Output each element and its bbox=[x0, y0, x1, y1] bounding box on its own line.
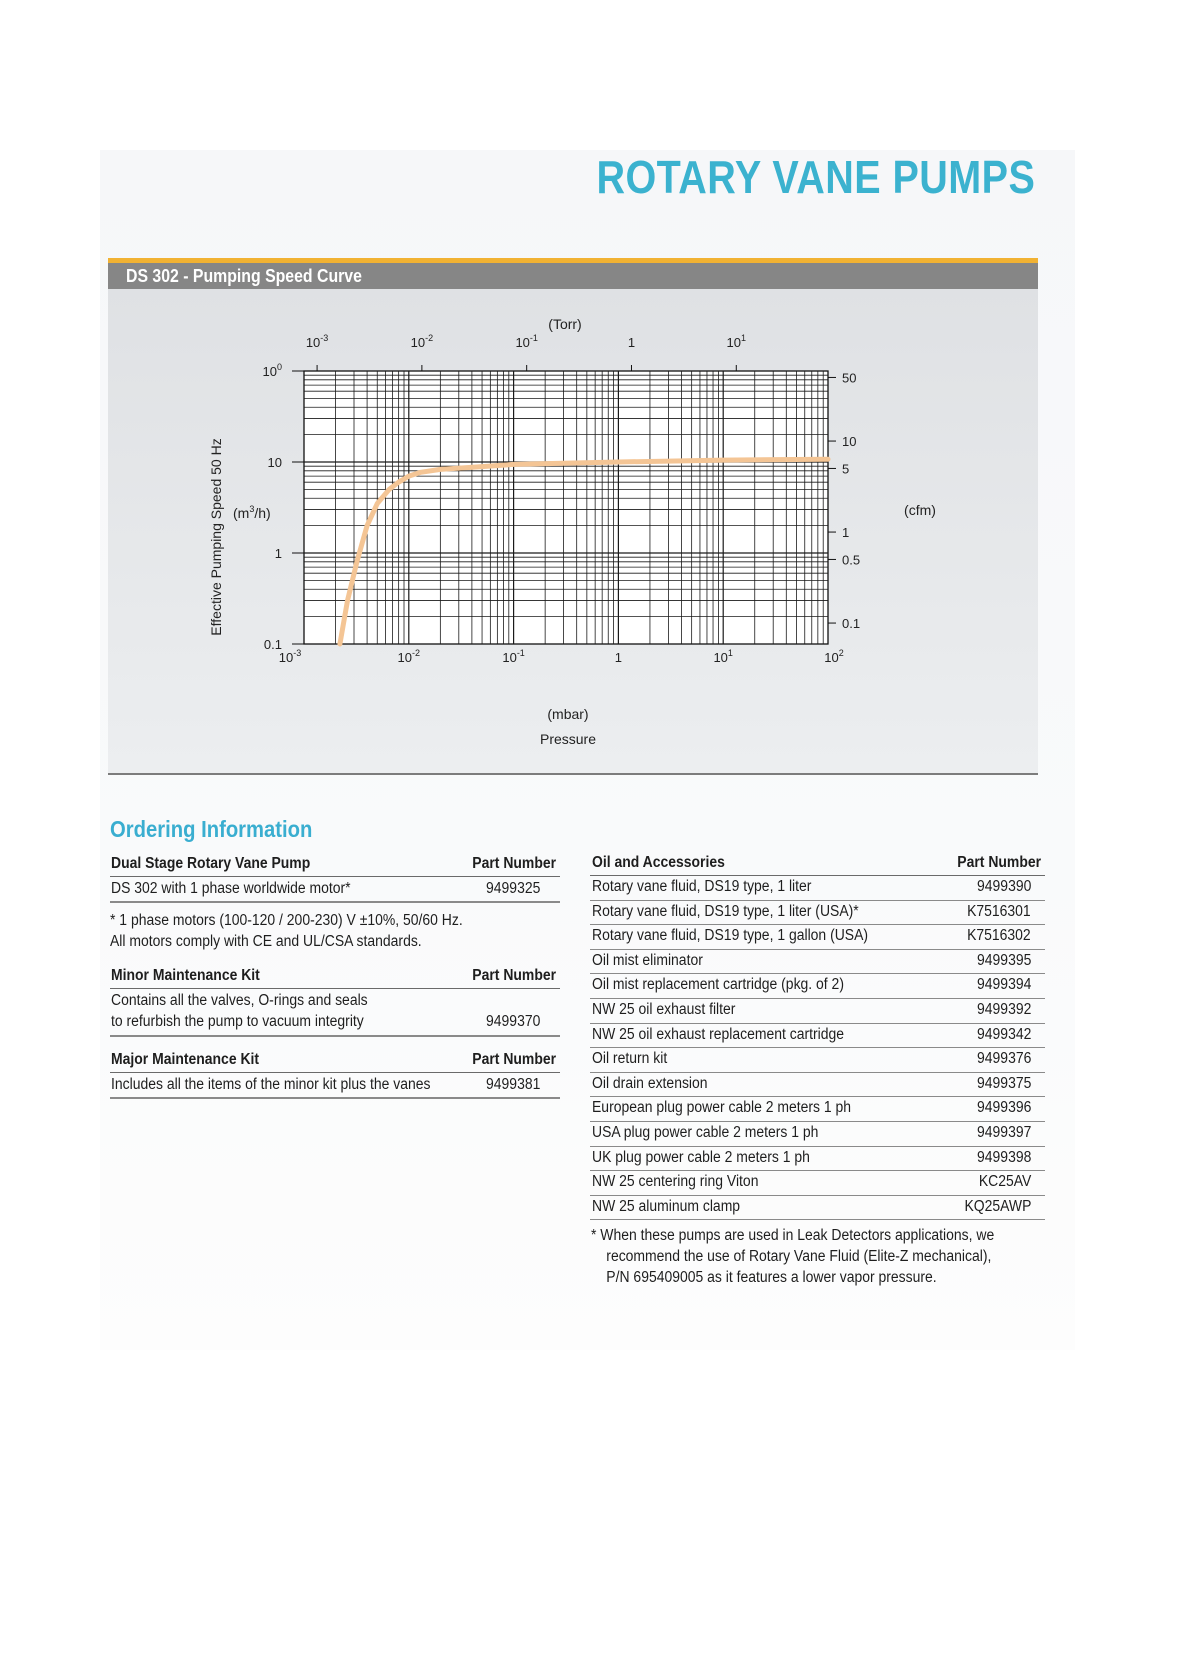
accessories-table-header bbox=[590, 851, 1045, 876]
major-kit-part-number-header: Part Number bbox=[472, 1051, 556, 1068]
table-row bbox=[590, 1122, 1045, 1147]
pump-part-number: 9499325 bbox=[485, 880, 540, 897]
chart-header-bar bbox=[108, 263, 1038, 289]
chart-title: DS 302 - Pumping Speed Curve bbox=[126, 266, 362, 286]
accessory-part-number: 9499342 bbox=[976, 1025, 1031, 1043]
mbar-tick-label: $10^1$ bbox=[713, 648, 733, 665]
minor-kit-description-line: to refurbish the pump to vacuum integrity bbox=[111, 1013, 364, 1030]
accessory-part-number: 9499392 bbox=[976, 1000, 1031, 1018]
accessory-name: Rotary vane fluid, DS19 type, 1 liter (USA)* bbox=[592, 902, 859, 920]
accessory-part-number: 9499375 bbox=[976, 1074, 1031, 1092]
y-axis-unit: $(m^3/h)$ bbox=[233, 504, 271, 521]
table-row bbox=[590, 999, 1045, 1024]
table-row bbox=[110, 1073, 560, 1099]
accessory-name: NW 25 oil exhaust replacement cartridge bbox=[592, 1025, 844, 1043]
accessory-name: USA plug power cable 2 meters 1 ph bbox=[592, 1123, 819, 1141]
torr-tick-label: $10^1$ bbox=[726, 333, 747, 350]
accessory-part-number: 9499398 bbox=[976, 1148, 1031, 1166]
ordering-information-heading: Ordering Information bbox=[110, 816, 313, 842]
cfm-tick-labels bbox=[828, 370, 860, 631]
torr-tick-label: 1 bbox=[627, 335, 636, 350]
mbar-tick-label: $10^{-1}$ bbox=[502, 648, 525, 665]
minor-kit-table bbox=[110, 964, 560, 1037]
accessory-name: Oil mist replacement cartridge (pkg. of 2) bbox=[592, 976, 844, 994]
speed-tick-label: 1 bbox=[274, 546, 282, 561]
table-row bbox=[590, 1048, 1045, 1073]
accessory-name: Rotary vane fluid, DS19 type, 1 gallon (USA) bbox=[592, 927, 869, 945]
mbar-tick-label: $10^{-2}$ bbox=[397, 648, 421, 665]
accessory-part-number: K7516301 bbox=[967, 902, 1031, 920]
accessory-part-number: 9499390 bbox=[976, 878, 1031, 895]
accessory-part-number: 9499394 bbox=[976, 976, 1031, 994]
pump-table-header bbox=[110, 852, 560, 877]
torr-tick-label: $10^{-3}$ bbox=[305, 333, 329, 350]
speed-tick-label: $10^0$ bbox=[262, 362, 282, 379]
table-row bbox=[590, 876, 1045, 901]
pump-table-title: Dual Stage Rotary Vane Pump bbox=[111, 855, 311, 872]
accessory-name: NW 25 oil exhaust filter bbox=[592, 1000, 736, 1018]
table-row bbox=[110, 877, 560, 903]
accessory-part-number: 9499396 bbox=[976, 1099, 1031, 1117]
accessory-part-number: KC25AV bbox=[978, 1173, 1031, 1191]
accessory-name: NW 25 centering ring Viton bbox=[592, 1173, 759, 1191]
chart-bottom-rule bbox=[108, 773, 1038, 775]
accessories-part-number-header: Part Number bbox=[957, 854, 1041, 871]
mbar-tick-labels bbox=[279, 648, 844, 665]
pump-footnote bbox=[110, 910, 463, 952]
accessory-part-number: K7516302 bbox=[967, 927, 1031, 945]
mbar-axis-unit: (mbar) bbox=[547, 706, 589, 722]
accessory-name: Rotary vane fluid, DS19 type, 1 liter bbox=[592, 878, 812, 895]
cfm-tick-label: 10 bbox=[842, 434, 857, 450]
mbar-tick-label: 1 bbox=[614, 650, 623, 665]
chart-panel bbox=[108, 289, 1038, 773]
table-row bbox=[590, 1097, 1045, 1122]
table-row bbox=[590, 1024, 1045, 1049]
torr-tick-labels bbox=[306, 333, 746, 371]
cfm-axis-unit: (cfm) bbox=[904, 502, 936, 518]
torr-tick-label: $10^{-2}$ bbox=[410, 333, 434, 350]
pump-item-description: DS 302 with 1 phase worldwide motor* bbox=[111, 880, 351, 897]
speed-tick-label: 10 bbox=[267, 455, 282, 470]
cfm-tick-label: 50 bbox=[842, 370, 857, 386]
table-row bbox=[590, 974, 1045, 999]
pump-footnote-line: * 1 phase motors (100-120 / 200-230) V ±10%, 50/60 Hz. bbox=[110, 912, 463, 929]
accessory-name: European plug power cable 2 meters 1 ph bbox=[592, 1099, 852, 1117]
accessories-rows bbox=[590, 876, 1045, 1220]
accessory-part-number: KQ25AWP bbox=[964, 1197, 1031, 1215]
accessories-footnote-line: recommend the use of Rotary Vane Fluid (Elite-Z mechanical), bbox=[606, 1248, 992, 1265]
accessories-footnote-line: * When these pumps are used in Leak Detectors applications, we bbox=[591, 1227, 995, 1244]
cfm-tick-label: 1 bbox=[842, 525, 850, 541]
accessory-name: Oil return kit bbox=[592, 1050, 668, 1068]
major-kit-table-header bbox=[110, 1048, 560, 1073]
plot-frame bbox=[304, 371, 828, 644]
cfm-tick-label: 0.5 bbox=[842, 552, 861, 568]
speed-tick-label: 0.1 bbox=[263, 637, 282, 652]
table-row bbox=[590, 1147, 1045, 1172]
x-axis-title: Pressure bbox=[539, 731, 597, 747]
accessory-name: Oil drain extension bbox=[592, 1074, 708, 1092]
table-row bbox=[590, 1196, 1045, 1221]
accessory-part-number: 9499395 bbox=[976, 951, 1031, 969]
y-axis-title: Effective Pumping Speed 50 Hz bbox=[208, 438, 224, 636]
accessories-table bbox=[590, 851, 1045, 1220]
torr-tick-label: $10^{-1}$ bbox=[515, 333, 538, 350]
minor-kit-table-header bbox=[110, 964, 560, 989]
pump-table bbox=[110, 852, 560, 903]
chart-grid bbox=[292, 371, 828, 644]
minor-kit-title: Minor Maintenance Kit bbox=[111, 967, 260, 984]
torr-axis-unit: (Torr) bbox=[548, 316, 582, 332]
cfm-tick-label: 0.1 bbox=[842, 616, 861, 632]
accessories-table-title: Oil and Accessories bbox=[592, 854, 725, 871]
pump-part-number-header: Part Number bbox=[472, 855, 556, 872]
accessory-name: UK plug power cable 2 meters 1 ph bbox=[592, 1148, 810, 1166]
table-row bbox=[590, 950, 1045, 975]
page-title: ROTARY VANE PUMPS bbox=[596, 151, 1035, 203]
minor-kit-part-number: 9499370 bbox=[485, 1013, 540, 1030]
major-kit-table bbox=[110, 1048, 560, 1099]
table-row bbox=[110, 989, 560, 1037]
mbar-tick-label: $10^{-3}$ bbox=[278, 648, 302, 665]
major-kit-title: Major Maintenance Kit bbox=[111, 1051, 260, 1068]
accessories-footnote bbox=[591, 1225, 994, 1288]
pump-footnote-line: All motors comply with CE and UL/CSA standards. bbox=[110, 933, 422, 950]
major-kit-part-number: 9499381 bbox=[485, 1076, 540, 1093]
mbar-tick-label: $10^2$ bbox=[824, 648, 844, 665]
table-row bbox=[590, 1073, 1045, 1098]
table-row bbox=[590, 1171, 1045, 1196]
accessory-name: Oil mist eliminator bbox=[592, 951, 703, 969]
table-row bbox=[590, 901, 1045, 926]
major-kit-description: Includes all the items of the minor kit plus the vanes bbox=[111, 1076, 431, 1093]
minor-kit-part-number-header: Part Number bbox=[472, 967, 556, 984]
accessory-part-number: 9499376 bbox=[976, 1050, 1031, 1068]
accessory-name: NW 25 aluminum clamp bbox=[592, 1197, 741, 1215]
accessories-footnote-line: P/N 695409005 as it features a lower vapor pressure. bbox=[606, 1269, 937, 1286]
table-row bbox=[590, 925, 1045, 950]
cfm-tick-label: 5 bbox=[842, 461, 850, 477]
accessory-part-number: 9499397 bbox=[976, 1123, 1031, 1141]
pumping-speed-chart bbox=[108, 289, 1038, 773]
minor-kit-description-line: Contains all the valves, O-rings and seals bbox=[111, 992, 368, 1009]
